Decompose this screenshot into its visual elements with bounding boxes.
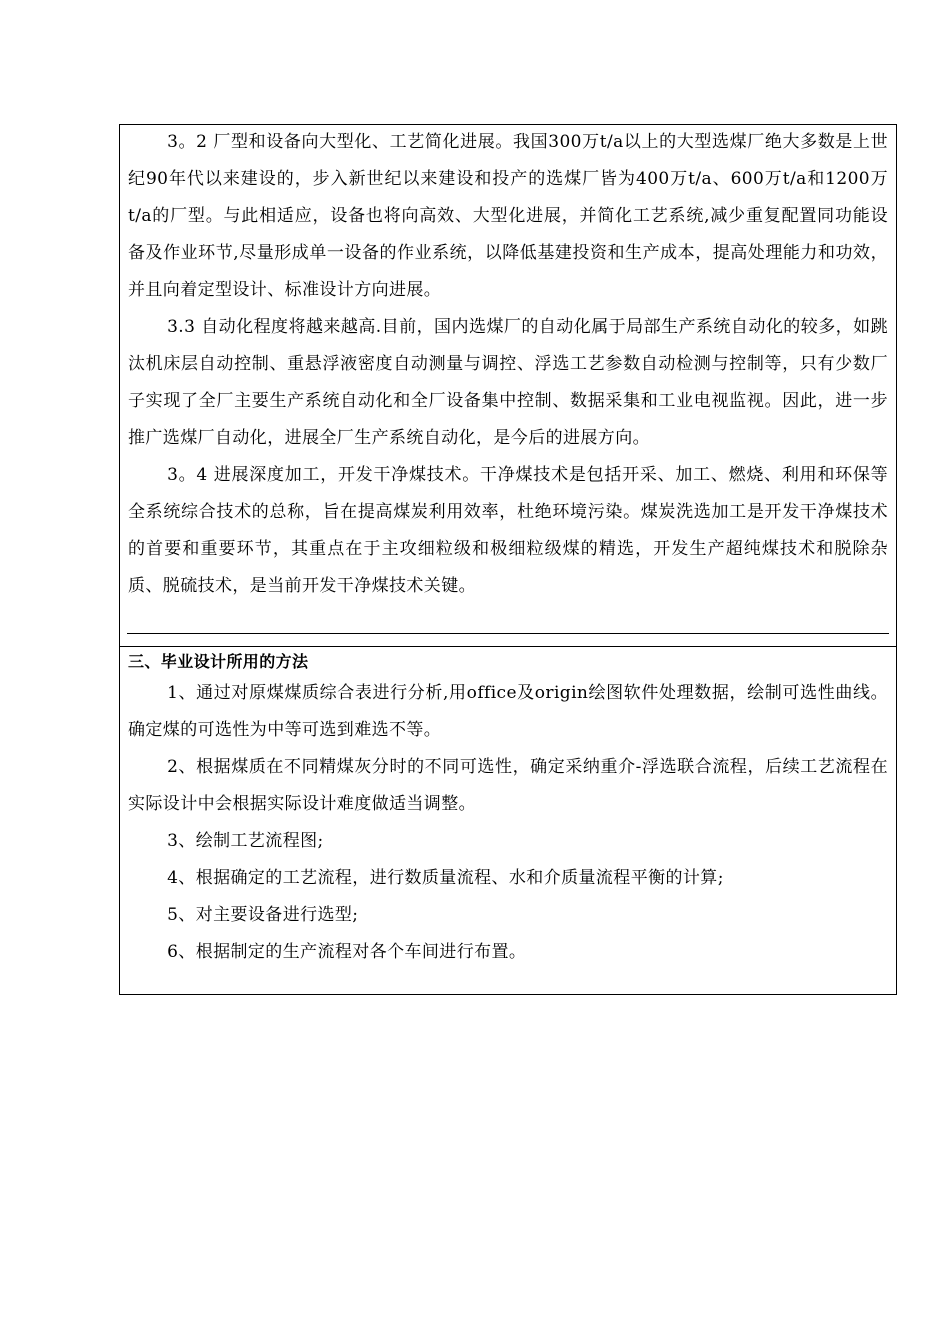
paragraph-3-4: 3。4 进展深度加工，开发干净煤技术。干净煤技术是包括开采、加工、燃烧、利用和环保等全系统综合技术的总称，旨在提高煤炭利用效率，杜绝环境污染。煤炭洗选加工是开发干净煤技术的首要和重要环节，其重点在于主攻细粒级和极细粒级煤的精选，开发生产超纯煤技术和脱除杂质、脱硫技术，是当前开发干净煤技术关键。 (128, 465, 888, 596)
method-item-4: 4、根据确定的工艺流程，进行数质量流程、水和介质量流程平衡的计算; (167, 868, 724, 888)
method-item-1: 1、通过对原煤煤质综合表进行分析,用office及origin绘图软件处理数据，绘制可选性曲线。确定煤的可选性为中等可选到难选不等。 (128, 683, 888, 740)
section-3-content (128, 649, 888, 971)
paragraph-3-2: 3。2 厂型和设备向大型化、工艺简化进展。我国300万t/a以上的大型选煤厂绝大多数是上世纪90年代以来建设的，步入新世纪以来建设和投产的选煤厂皆为400万t/a、600万t/a和1200万t/a的厂型。与此相适应，设备也将向高效、大型化进展，并简化工艺系统,减少重复配置同功能设备及作业环节,尽量形成单一设备的作业系统，以降低基建投资和生产成本，提高处理能力和功效，并且向着定型设计、标准设计方向进展。 (128, 132, 888, 300)
section-2-content (128, 124, 888, 605)
method-item-2: 2、根据煤质在不同精煤灰分时的不同可选性，确定采纳重介-浮选联合流程，后续工艺流程在实际设计中会根据实际设计难度做适当调整。 (128, 757, 888, 814)
section-3-heading: 三、毕业设计所用的方法 (128, 652, 309, 671)
paragraph-3-3: 3.3 自动化程度将越来越高.目前，国内选煤厂的自动化属于局部生产系统自动化的较多，如跳汰机床层自动控制、重悬浮液密度自动测量与调控、浮选工艺参数自动检测与控制等，只有少数厂子实现了全厂主要生产系统自动化和全厂设备集中控制、数据采集和工业电视监视。因此，进一步推广选煤厂自动化，进展全厂生产系统自动化，是今后的进展方向。 (128, 317, 888, 448)
method-item-6: 6、根据制定的生产流程对各个车间进行布置。 (167, 942, 527, 962)
paragraph-underline (127, 633, 889, 634)
method-item-3: 3、绘制工艺流程图; (167, 831, 324, 851)
method-item-5: 5、对主要设备进行选型; (167, 905, 359, 925)
section-divider (119, 646, 897, 647)
